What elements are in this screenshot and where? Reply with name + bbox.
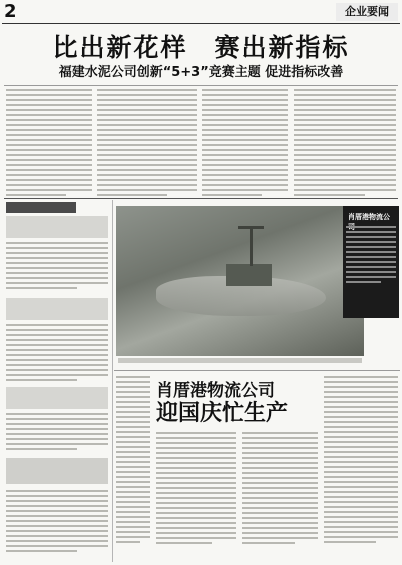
lead-banner-headline: 比出新花样 赛出新指标	[52, 33, 350, 62]
lower-feature-body-col-4	[324, 376, 398, 546]
lower-feature-body-col-1	[116, 376, 150, 546]
crane-shape	[250, 226, 253, 266]
lead-body-col-1	[6, 89, 92, 199]
lead-body-col-2	[97, 89, 197, 199]
lead-body-col-3	[202, 89, 288, 199]
lead-rule	[4, 85, 398, 86]
sidebar-divider	[112, 200, 113, 562]
sidebar-tab	[6, 202, 76, 213]
pier-shape	[226, 264, 272, 286]
sidebar-story-3-body	[6, 413, 108, 453]
page-number: 2	[4, 1, 17, 22]
section-tag: 企业要闻	[336, 3, 398, 21]
lower-feature-headline: 迎国庆忙生产	[156, 401, 289, 426]
sidebar-story-2-body	[6, 324, 108, 384]
side-box-body	[346, 226, 396, 286]
sidebar-story-1-headline	[6, 216, 108, 238]
sidebar-story-1-body	[6, 242, 108, 292]
port-aerial-photo	[116, 206, 364, 356]
header-rule	[2, 23, 400, 24]
section-rule	[4, 198, 398, 199]
side-box-title: 肖厝港物流公	[348, 213, 390, 221]
lead-body-col-4	[294, 89, 396, 199]
lower-feature-body-col-2	[156, 432, 236, 547]
sidebar-story-4-headline	[6, 458, 108, 484]
lower-feature-rule	[114, 370, 400, 371]
sidebar-story-4-body	[6, 490, 108, 555]
sidebar-story-2-headline	[6, 298, 108, 320]
lower-feature-kicker: 肖厝港物流公司	[156, 381, 275, 401]
lower-feature-body-col-3	[242, 432, 318, 547]
photo-caption	[118, 358, 362, 363]
crane-arm-shape	[238, 226, 264, 229]
sidebar-story-3-headline	[6, 387, 108, 409]
lead-deck-headline: 福建水泥公司创新“5+3”竞赛主题 促进指标改善	[58, 65, 344, 80]
